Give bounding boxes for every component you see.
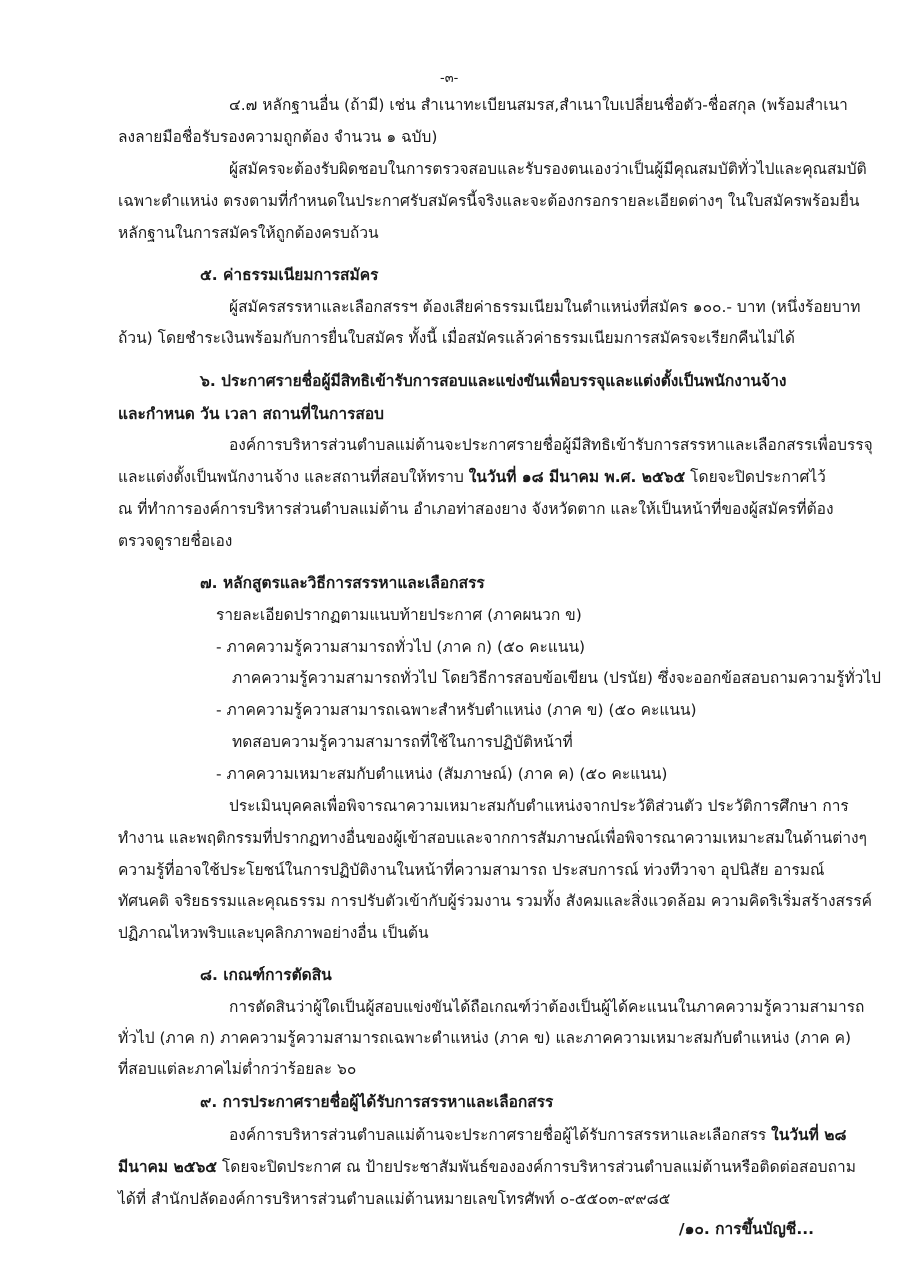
continuation-note: /๑๐. การขึ้นบัญชี... [678, 1220, 814, 1238]
para-6-line-2-c: โดยจะปิดประกาศไว้ [685, 468, 826, 486]
para-7-part-a: - ภาคความรู้ความสามารถทั่วไป (ภาค ก) (๕๐ คะแนน) [216, 638, 586, 656]
para-6-line-3: ณ ที่ทำการองค์การบริหารส่วนตำบลแม่ต้าน อำเภอท่าสองยาง จังหวัดตาก และให้เป็นหน้าที่ของผู้สมัครที่ต้อง [118, 500, 834, 518]
heading-7-curriculum: ๗. หลักสูตรและวิธีการสรรหาและเลือกสรร [200, 574, 485, 592]
para-9-line-2 [118, 1156, 856, 1178]
para-responsibility-line-2: เฉพาะตำแหน่ง ตรงตามที่กำหนดในประกาศรับสมัครนี้จริงและจะต้องกรอกรายละเอียดต่างๆ ในใบสมัครพร้อมยื่น [118, 192, 860, 210]
para-7-line-1: รายละเอียดปรากฏตามแนบท้ายประกาศ (ภาคผนวก ข) [216, 606, 582, 624]
announce-date-1: ในวันที่ ๑๘ มีนาคม พ.ศ. ๒๕๖๕ [468, 468, 686, 486]
para-6-line-1: องค์การบริหารส่วนตำบลแม่ต้านจะประกาศรายชื่อผู้มีสิทธิเข้ารับการสรรหาและเลือกสรรเพื่อบรรจุ [229, 436, 873, 454]
announce-date-2a: ในวันที่ ๒๘ [771, 1126, 847, 1144]
para-8-line-2: ทั่วไป (ภาค ก) ภาคความรู้ความสามารถเฉพาะตำแหน่ง (ภาค ข) และภาคความเหมาะสมกับตำแหน่ง (ภาค ค) [118, 1029, 852, 1047]
para-9-line-2-b: โดยจะปิดประกาศ ณ ป้ายประชาสัมพันธ์ขององค์การบริหารส่วนตำบลแม่ต้านหรือติดต่อสอบถาม [217, 1158, 856, 1176]
heading-5-fee: ๕. ค่าธรรมเนียมการสมัคร [200, 266, 379, 284]
heading-8-criteria: ๘. เกณฑ์การตัดสิน [200, 966, 332, 984]
heading-6-line-2: และกำหนด วัน เวลา สถานที่ในการสอบ [118, 405, 385, 423]
para-9-line-1 [229, 1124, 846, 1146]
para-6-line-2-a: และแต่งตั้งเป็นพนักงานจ้าง และสถานที่สอบให้ทราบ [118, 468, 469, 486]
para-8-line-1: การตัดสินว่าผู้ใดเป็นผู้สอบแข่งขันได้ถือเกณฑ์ว่าต้องเป็นผู้ได้คะแนนในภาคความรู้ความสามารถ [229, 998, 865, 1016]
para-6-line-4: ตรวจดูรายชื่อเอง [118, 532, 233, 550]
para-7-part-c: - ภาคความเหมาะสมกับตำแหน่ง (สัมภาษณ์) (ภาค ค) (๕๐ คะแนน) [216, 765, 668, 783]
para-responsibility-line-3: หลักฐานในการสมัครให้ถูกต้องครบถ้วน [118, 224, 379, 242]
para-9-line-1-a: องค์การบริหารส่วนตำบลแม่ต้านจะประกาศรายชื่อผู้ได้รับการสรรหาและเลือกสรร [229, 1126, 772, 1144]
para-7-part-c-desc-2: ทำงาน และพฤติกรรมที่ปรากฏทางอื่นของผู้เข้าสอบและจากการสัมภาษณ์เพื่อพิจารณาความเหมาะสมในด้านต่างๆ [118, 829, 867, 847]
para-7-part-c-desc-3: ความรู้ที่อาจใช้ประโยชน์ในการปฏิบัติงานในหน้าที่ความสามารถ ประสบการณ์ ท่วงทีวาจา อุปนิสัย อารมณ์ [118, 861, 825, 879]
para-7-part-c-desc-5: ปฏิภาณไหวพริบและบุคลิกภาพอย่างอื่น เป็นต้น [118, 924, 429, 942]
announce-date-2b: มีนาคม ๒๕๖๕ [118, 1158, 218, 1176]
para-7-part-b: - ภาคความรู้ความสามารถเฉพาะสำหรับตำแหน่ง (ภาค ข) (๕๐ คะแนน) [216, 701, 697, 719]
para-7-part-c-desc-4: ทัศนคติ จริยธรรมและคุณธรรม การปรับตัวเข้ากับผู้ร่วมงาน รวมทั้ง สังคมและสิ่งแวดล้อม ความคิดริเริ่มสร้างสรรค์ [118, 892, 873, 910]
para-7-part-b-desc: ทดสอบความรู้ความสามารถที่ใช้ในการปฏิบัติหน้าที่ [232, 733, 573, 751]
para-responsibility-line-1: ผู้สมัครจะต้องรับผิดชอบในการตรวจสอบและรับรองตนเองว่าเป็นผู้มีคุณสมบัติทั่วไปและคุณสมบัติ [229, 160, 867, 178]
para-7-part-a-desc: ภาคความรู้ความสามารถทั่วไป โดยวิธีการสอบข้อเขียน (ปรนัย) ซึ่งจะออกข้อสอบถามความรู้ทั่วไป [232, 669, 881, 687]
page-number: -๓- [440, 71, 459, 86]
heading-6-line-1: ๖. ประกาศรายชื่อผู้มีสิทธิเข้ารับการสอบและแข่งขันเพื่อบรรจุและแต่งตั้งเป็นพนักงานจ้าง [200, 372, 787, 390]
para-5-line-1: ผู้สมัครสรรหาและเลือกสรรฯ ต้องเสียค่าธรรมเนียมในตำแหน่งที่สมัคร ๑๐๐.- บาท (หนึ่งร้อยบาท [229, 298, 861, 316]
para-4-7-line-2: ลงลายมือชื่อรับรองความถูกต้อง จำนวน ๑ ฉบับ) [118, 128, 438, 146]
para-4-7-line-1: ๔.๗ หลักฐานอื่น (ถ้ามี) เช่น สำเนาทะเบียนสมรส,สำเนาใบเปลี่ยนชื่อตัว-ชื่อสกุล (พร้อมสำเนา [229, 96, 848, 114]
para-5-line-2: ถ้วน) โดยชำระเงินพร้อมกับการยื่นใบสมัคร ทั้งนี้ เมื่อสมัครแล้วค่าธรรมเนียมการสมัครจะเรียกคืนไม่ได้ [118, 329, 795, 347]
heading-9-announcement: ๙. การประกาศรายชื่อผู้ได้รับการสรรหาและเลือกสรร [200, 1093, 554, 1111]
para-9-line-3: ได้ที่ สำนักปลัดองค์การบริหารส่วนตำบลแม่ต้านหมายเลขโทรศัพท์ ๐-๕๕๐๓-๙๙๘๕ [118, 1190, 671, 1208]
para-8-line-3: ที่สอบแต่ละภาคไม่ต่ำกว่าร้อยละ ๖๐ [118, 1060, 357, 1078]
para-7-part-c-desc-1: ประเมินบุคคลเพื่อพิจารณาความเหมาะสมกับตำแหน่งจากประวัติส่วนตัว ประวัติการศึกษา การ [229, 797, 849, 815]
para-6-line-2 [118, 466, 826, 488]
